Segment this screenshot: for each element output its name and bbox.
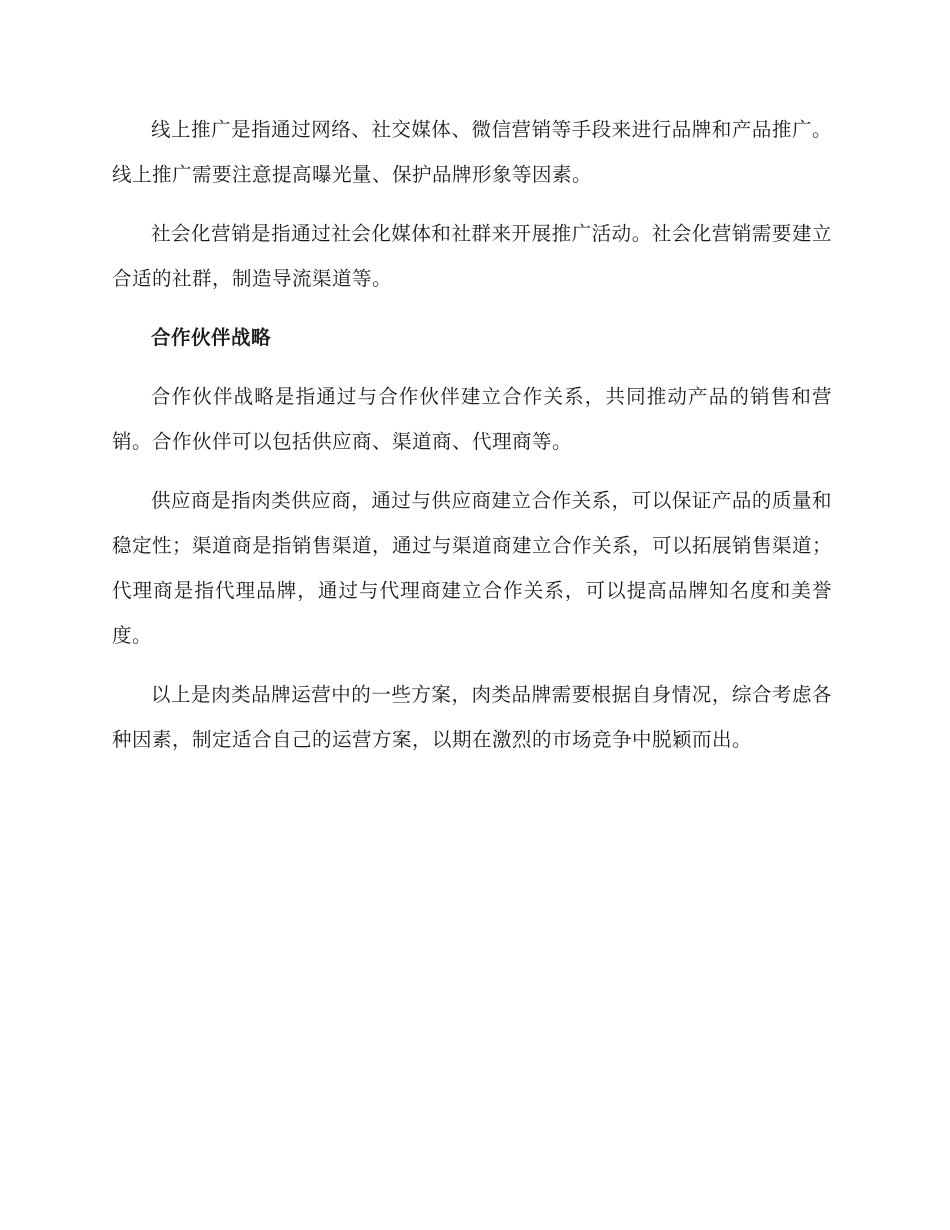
document-body: [112, 107, 832, 776]
paragraph-conclusion: 以上是肉类品牌运营中的一些方案，肉类品牌需要根据自身情况，综合考虑各种因素，制定适合自己的运营方案，以期在激烈的市场竞争中脱颖而出。: [112, 683, 832, 751]
section-heading-partner-strategy: 合作伙伴战略: [151, 326, 272, 349]
paragraph-online-promotion: 线上推广是指通过网络、社交媒体、微信营销等手段来进行品牌和产品推广。线上推广需要注意提高曝光量、保护品牌形象等因素。: [112, 118, 832, 186]
paragraph-social-marketing: 社会化营销是指通过社会化媒体和社群来开展推广活动。社会化营销需要建立合适的社群，制造导流渠道等。: [112, 222, 832, 290]
paragraph-partner-types: 供应商是指肉类供应商，通过与供应商建立合作关系，可以保证产品的质量和稳定性；渠道商是指销售渠道，通过与渠道商建立合作关系，可以拓展销售渠道；代理商是指代理品牌，通过与代理商建立合作关系，可以提高品牌知名度和美誉度。: [112, 489, 833, 647]
paragraph-partner-strategy: 合作伙伴战略是指通过与合作伙伴建立合作关系，共同推动产品的销售和营销。合作伙伴可以包括供应商、渠道商、代理商等。: [112, 385, 832, 453]
